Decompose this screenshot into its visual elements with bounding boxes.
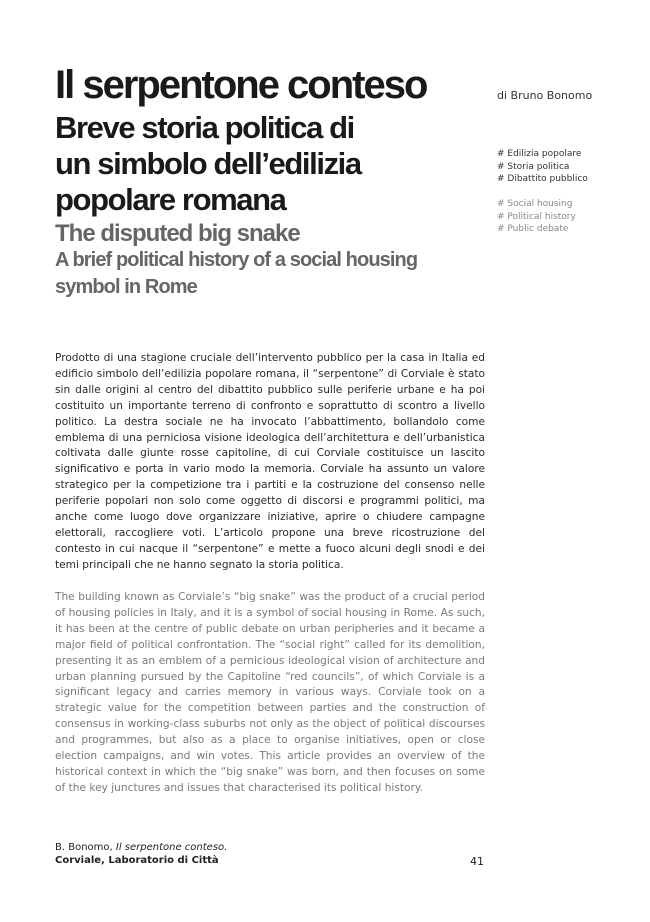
keywords-italian — [497, 148, 588, 186]
abstract-italian: Prodotto di una stagione cruciale dell’intervento pubblico per la casa in Italia ed edificio simbolo dell’edilizia popolare romana, il “serpentone” di Corviale è stato sin dalle origini al centro del dibattito pubblico sulle periferie urbane e ha poi costituito un importante terreno di confronto e soprattutto di scontro a livello politico. La destra sociale ne ha invocato l’abbattimento, bollandolo come emblema di una perniciosa visione ideologica dell’architettura e dell’urbanistica coltivata dalle giunte rosse capitoline, di cui Corviale costituisce un lascito significativo e porta in vario modo la memoria. Corviale ha assunto un valore strategico per la competizione tra i partiti e la costruzione del consenso nelle periferie popolari non solo come oggetto di discorsi e programmi politici, ma anche come luogo dove organizzare iniziative, aprire o chiudere campagne elettorali, raccogliere voti. L’articolo propone una breve ricostruzione del contesto in cui nacque il “serpentone” e mette a fuoco alcuni degli snodi e dei temi principali che ne hanno segnato la storia politica. — [55, 352, 485, 571]
keyword-tag: # Edilizia popolare — [497, 149, 582, 159]
article-title-block — [55, 64, 485, 301]
subtitle-italian — [55, 110, 485, 218]
subtitle-italian-line: un simbolo dell’edilizia — [55, 146, 361, 181]
keyword-tag: # Storia politica — [497, 161, 570, 172]
subtitle-english-line: A brief political history of a social housing — [55, 249, 418, 271]
keyword-tag: # Public debate — [497, 224, 569, 234]
title-italian: Il serpentone conteso — [55, 63, 427, 107]
author-byline: di Bruno Bonomo — [497, 89, 593, 102]
footer-author: B. Bonomo, — [55, 842, 116, 853]
abstract-english: The building known as Corviale’s “big snake” was the product of a crucial period of housing policies in Italy, and it is a symbol of social housing in Rome. As such, it has been at the centre of public debate on urban peripheries and it became a major field of political confrontation. The “social right” called for its demolition, presenting it as an emblem of a pernicious ideological vision of architecture and urban planning pursued by the Capitoline “red councils”, of which Corviale is a significant legacy and carries memory in various ways. Corviale took on a strategic value for the competition between parties and the construction of consensus in working-class suburbs not only as the object of political discourses and programmes, but also as a place to organise initiatives, open or close election campaigns, and win votes. This article provides an overview of the historical context in which the “big snake” was born, and then focuses on some of the key junctures and issues that characterised its political history. — [55, 591, 485, 794]
subtitle-english-line: symbol in Rome — [55, 276, 197, 298]
footer-short-title: Il serpentone conteso. — [115, 842, 228, 853]
title-english: The disputed big snake — [55, 220, 300, 247]
footer-volume-title: Corviale, Laboratorio di Città — [55, 855, 219, 866]
page-footer — [55, 841, 227, 867]
keyword-tag: # Dibattito pubblico — [497, 174, 588, 184]
page-number: 41 — [470, 855, 484, 868]
subtitle-italian-line: Breve storia politica di — [55, 110, 354, 145]
subtitle-italian-line: popolare romana — [55, 182, 286, 217]
footer-citation — [55, 841, 227, 854]
keyword-tag: # Social housing — [497, 199, 573, 209]
keywords-english — [497, 198, 576, 236]
keyword-tag: # Political history — [497, 211, 576, 222]
subtitle-english — [55, 247, 485, 301]
